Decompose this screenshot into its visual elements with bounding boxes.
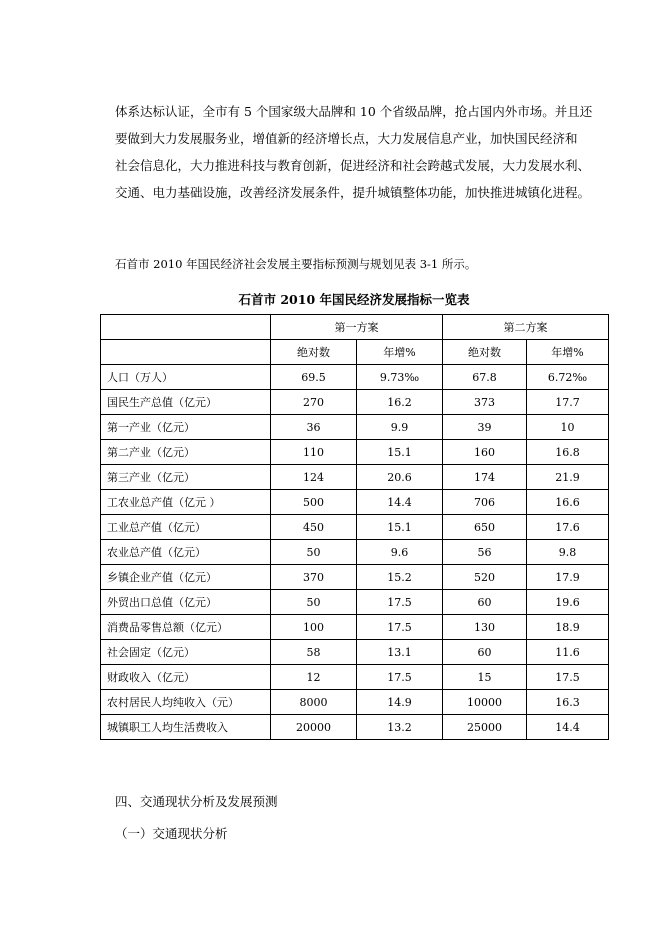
plan1-rate-cell: 15.1 — [357, 440, 443, 465]
plan1-rate-cell: 17.5 — [357, 615, 443, 640]
plan1-rate-cell: 9.73‰ — [357, 365, 443, 390]
plan2-rate-cell: 16.8 — [527, 440, 609, 465]
plan2-rate-cell: 9.8 — [527, 540, 609, 565]
plan1-abs-cell: 100 — [271, 615, 357, 640]
table-row — [101, 715, 609, 740]
table-row — [101, 390, 609, 415]
plan2-abs-cell: 160 — [443, 440, 527, 465]
plan2-rate-cell: 18.9 — [527, 615, 609, 640]
table-row — [101, 440, 609, 465]
row-name-cell: 城镇职工人均生活费收入 — [101, 715, 271, 740]
plan1-rate-header: 年增% — [357, 340, 443, 365]
plan2-abs-cell: 373 — [443, 390, 527, 415]
row-name-cell: 第一产业（亿元） — [101, 415, 271, 440]
plan2-rate-cell: 14.4 — [527, 715, 609, 740]
plan2-rate-header: 年增% — [527, 340, 609, 365]
table-row — [101, 365, 609, 390]
plan1-rate-cell: 16.2 — [357, 390, 443, 415]
plan2-rate-cell: 6.72‰ — [527, 365, 609, 390]
plan1-header: 第一方案 — [271, 315, 443, 340]
plan2-rate-cell: 17.5 — [527, 665, 609, 690]
plan2-abs-cell: 706 — [443, 490, 527, 515]
table-intro-line: 石首市 2010 年国民经济社会发展主要指标预测与规划见表 3-1 所示。 — [115, 257, 477, 271]
plan1-rate-cell: 9.6 — [357, 540, 443, 565]
paragraph-line: 体系达标认证，全市有 5 个国家级大品牌和 10 个省级品牌，抢占国内外市场。并且还 — [115, 104, 593, 119]
paragraph-line: 交通、电力基础设施，改善经济发展条件，提升城镇整体功能，加快推进城镇化进程。 — [115, 185, 591, 200]
plan1-rate-cell: 15.1 — [357, 515, 443, 540]
plan2-rate-cell: 21.9 — [527, 465, 609, 490]
plan2-rate-cell: 17.6 — [527, 515, 609, 540]
row-name-cell: 第二产业（亿元） — [101, 440, 271, 465]
row-name-cell: 社会固定（亿元） — [101, 640, 271, 665]
row-name-cell: 农村居民人均纯收入（元） — [101, 690, 271, 715]
plan1-rate-cell: 17.5 — [357, 590, 443, 615]
table-row — [101, 565, 609, 590]
plan2-abs-cell: 174 — [443, 465, 527, 490]
plan1-rate-cell: 15.2 — [357, 565, 443, 590]
table-title: 石首市 2010 年国民经济发展指标一览表 — [238, 292, 470, 307]
plan2-rate-cell: 19.6 — [527, 590, 609, 615]
plan1-rate-cell: 13.2 — [357, 715, 443, 740]
table-subheader-row — [101, 340, 609, 365]
row-name-cell: 国民生产总值（亿元） — [101, 390, 271, 415]
indicator-table — [100, 314, 609, 740]
plan2-abs-cell: 520 — [443, 565, 527, 590]
row-name-cell: 消费品零售总额（亿元） — [101, 615, 271, 640]
row-name-cell: 第三产业（亿元） — [101, 465, 271, 490]
plan1-rate-cell: 9.9 — [357, 415, 443, 440]
plan1-rate-cell: 14.9 — [357, 690, 443, 715]
row-name-cell: 财政收入（亿元） — [101, 665, 271, 690]
plan2-abs-cell: 60 — [443, 590, 527, 615]
table-row — [101, 540, 609, 565]
plan1-abs-header: 绝对数 — [271, 340, 357, 365]
plan2-abs-cell: 10000 — [443, 690, 527, 715]
plan2-header: 第二方案 — [443, 315, 609, 340]
plan1-abs-cell: 110 — [271, 440, 357, 465]
plan2-abs-cell: 25000 — [443, 715, 527, 740]
plan2-abs-cell: 15 — [443, 665, 527, 690]
plan2-rate-cell: 11.6 — [527, 640, 609, 665]
plan1-abs-cell: 270 — [271, 390, 357, 415]
table-header-row — [101, 315, 609, 340]
plan2-abs-cell: 39 — [443, 415, 527, 440]
plan2-rate-cell: 16.6 — [527, 490, 609, 515]
plan1-abs-cell: 50 — [271, 590, 357, 615]
plan2-rate-cell: 17.7 — [527, 390, 609, 415]
plan1-abs-cell: 370 — [271, 565, 357, 590]
plan2-abs-cell: 130 — [443, 615, 527, 640]
row-name-cell: 农业总产值（亿元） — [101, 540, 271, 565]
table-row — [101, 615, 609, 640]
row-name-cell: 人口（万人） — [101, 365, 271, 390]
table-row — [101, 690, 609, 715]
plan2-abs-header: 绝对数 — [443, 340, 527, 365]
plan1-abs-cell: 58 — [271, 640, 357, 665]
row-name-cell: 外贸出口总值（亿元） — [101, 590, 271, 615]
plan2-abs-cell: 67.8 — [443, 365, 527, 390]
plan2-rate-cell: 17.9 — [527, 565, 609, 590]
table-row — [101, 515, 609, 540]
paragraph-line: 要做到大力发展服务业，增值新的经济增长点，大力发展信息产业，加快国民经济和 — [115, 131, 578, 146]
plan1-abs-cell: 12 — [271, 665, 357, 690]
subheader-blank-cell — [101, 340, 271, 365]
subsection-heading: （一）交通现状分析 — [115, 826, 228, 841]
table-row — [101, 490, 609, 515]
table-row — [101, 590, 609, 615]
row-name-cell: 工业总产值（亿元） — [101, 515, 271, 540]
plan2-rate-cell: 16.3 — [527, 690, 609, 715]
header-blank-cell — [101, 315, 271, 340]
table-row — [101, 465, 609, 490]
plan1-rate-cell: 17.5 — [357, 665, 443, 690]
table-row — [101, 415, 609, 440]
plan2-rate-cell: 10 — [527, 415, 609, 440]
body-paragraph — [115, 98, 595, 206]
plan1-abs-cell: 50 — [271, 540, 357, 565]
plan1-rate-cell: 20.6 — [357, 465, 443, 490]
paragraph-line: 社会信息化，大力推进科技与教育创新，促进经济和社会跨越式发展，大力发展水利、 — [115, 158, 591, 173]
plan1-rate-cell: 14.4 — [357, 490, 443, 515]
table-row — [101, 640, 609, 665]
plan1-abs-cell: 450 — [271, 515, 357, 540]
plan1-rate-cell: 13.1 — [357, 640, 443, 665]
plan2-abs-cell: 650 — [443, 515, 527, 540]
plan1-abs-cell: 8000 — [271, 690, 357, 715]
section-heading: 四、交通现状分析及发展预测 — [115, 794, 278, 809]
plan2-abs-cell: 56 — [443, 540, 527, 565]
plan1-abs-cell: 20000 — [271, 715, 357, 740]
table-row — [101, 665, 609, 690]
plan2-abs-cell: 60 — [443, 640, 527, 665]
plan1-abs-cell: 124 — [271, 465, 357, 490]
plan1-abs-cell: 36 — [271, 415, 357, 440]
plan1-abs-cell: 69.5 — [271, 365, 357, 390]
row-name-cell: 乡镇企业产值（亿元） — [101, 565, 271, 590]
row-name-cell: 工农业总产值（亿元 ） — [101, 490, 271, 515]
plan1-abs-cell: 500 — [271, 490, 357, 515]
